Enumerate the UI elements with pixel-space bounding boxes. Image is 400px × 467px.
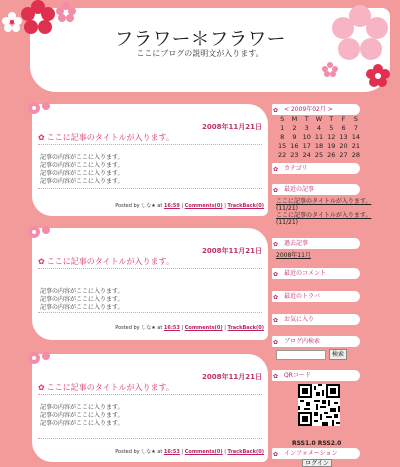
post-date: 2008年11月21日: [202, 373, 262, 381]
blog-post: [32, 354, 268, 462]
flower-bullet-icon: ✿: [273, 317, 279, 324]
recent-post-link[interactable]: ここに記事のタイトルが入ります。: [276, 212, 372, 219]
post-date: 2008年11月21日: [202, 247, 262, 255]
sidebar-heading-qr: ✿ QRコード: [272, 370, 360, 381]
divider: [38, 188, 262, 189]
calendar-week: 15 16 17 18 19 20 21: [278, 141, 360, 150]
archive-link[interactable]: 2008年11月: [276, 252, 311, 259]
sidebar-heading-category: ✿ カテゴリ: [272, 163, 360, 174]
flower-decoration-icon: [24, 348, 58, 370]
post-time-link[interactable]: 16:59: [163, 203, 180, 209]
flower-bullet-icon: ✿: [273, 187, 279, 194]
flower-bullet-icon: ✿: [273, 107, 279, 114]
calendar: [276, 114, 362, 159]
flower-bullet-icon: ✿: [273, 451, 279, 458]
post-body: 記事の内容がここに入ります。 記事の内容がここに入ります。 記事の内容がここに入ります。: [40, 288, 124, 311]
calendar-week: 22 23 24 25 26 27 28: [278, 150, 360, 159]
rss1-link[interactable]: RSS1.0: [292, 440, 316, 447]
post-date: 2008年11月21日: [202, 123, 262, 131]
flower-bullet-icon: ✿: [273, 373, 279, 380]
recent-posts-list: ここに記事のタイトルが入ります。 (11/21) ここに記事のタイトルが入ります。 (11/21): [276, 198, 372, 226]
trackback-link[interactable]: TrackBack(0): [227, 325, 264, 331]
flower-bullet-icon: ✿: [273, 166, 279, 173]
sidebar-heading-blog-search: ✿ ブログ内検索: [272, 336, 360, 347]
qr-code-icon: [298, 384, 340, 426]
rss2-link[interactable]: RSS2.0: [317, 440, 342, 447]
calendar-prev[interactable]: <: [284, 106, 290, 113]
divider: [38, 438, 262, 439]
login-button[interactable]: ログイン: [302, 459, 332, 467]
comments-link[interactable]: Comments(0): [184, 449, 223, 455]
post-time-link[interactable]: 16:53: [163, 325, 180, 331]
trackback-link[interactable]: TrackBack(0): [227, 449, 264, 455]
calendar-week: 8 9 10 11 12 13 14: [280, 132, 360, 141]
blog-post: [32, 228, 268, 340]
flower-bullet-icon: ✿: [273, 271, 279, 278]
calendar-month: 2009年02月: [290, 106, 326, 113]
trackback-link[interactable]: TrackBack(0): [227, 203, 264, 209]
post-title[interactable]: ✿ ここに記事のタイトルが入ります。: [38, 257, 174, 266]
recent-post-link[interactable]: ここに記事のタイトルが入ります。: [276, 198, 372, 205]
sidebar-heading-recent-comments: ✿ 最近のコメント: [272, 268, 360, 279]
flower-decoration-icon: [24, 98, 58, 120]
post-time-link[interactable]: 16:53: [163, 449, 180, 455]
flower-bullet-icon: ✿: [273, 241, 279, 248]
post-footer: Posted by しな★ at 16:59 | Comments(0) | TrackBack(0): [115, 203, 264, 209]
post-body: 記事の内容がここに入ります。 記事の内容がここに入ります。 記事の内容がここに入ります。: [40, 404, 124, 427]
search-input[interactable]: [276, 350, 326, 360]
comments-link[interactable]: Comments(0): [184, 203, 223, 209]
sidebar-heading-recent-posts: ✿ 最近の記事: [272, 184, 360, 195]
post-body: 記事の内容がここに入ります。 記事の内容がここに入ります。 記事の内容がここに入ります。 記事の内容がここに入ります。: [40, 154, 124, 185]
blog-description: ここにブログの説明文が入ります。: [136, 49, 264, 58]
flower-bullet-icon: ✿: [38, 133, 45, 142]
blog-post: [32, 104, 268, 216]
blog-title[interactable]: フラワー＊フラワー: [114, 28, 286, 50]
comments-link[interactable]: Comments(0): [184, 325, 223, 331]
calendar-next[interactable]: >: [327, 106, 333, 113]
post-title[interactable]: ✿ ここに記事のタイトルが入ります。: [38, 383, 174, 392]
calendar-weekdays: S M T W T F S: [280, 114, 358, 123]
sidebar-heading-information: ✿ インフォメーション: [272, 448, 360, 459]
sidebar-heading-favorites: ✿ お気に入り: [272, 314, 360, 325]
flower-bullet-icon: ✿: [38, 257, 45, 266]
flower-bullet-icon: ✿: [273, 339, 279, 346]
flower-bullet-icon: ✿: [273, 294, 279, 301]
post-footer: Posted by しな★ at 16:53 | Comments(0) | TrackBack(0): [115, 449, 264, 455]
divider: [38, 268, 262, 269]
rss-links: [292, 440, 341, 447]
sidebar-heading-archives: ✿ 過去記事: [272, 238, 360, 249]
divider: [38, 144, 262, 145]
sidebar-heading-recent-trackbacks: ✿ 最近のトラバ: [272, 291, 360, 302]
calendar-week: 1 2 3 4 5 6 7: [280, 123, 358, 132]
archives-list: [276, 252, 311, 259]
flower-decoration-icon: [24, 222, 58, 244]
divider: [38, 312, 262, 313]
search-button[interactable]: 検索: [329, 349, 347, 360]
flower-bullet-icon: ✿: [38, 383, 45, 392]
post-title[interactable]: ✿ ここに記事のタイトルが入ります。: [38, 133, 174, 142]
post-footer: Posted by しな★ at 16:53 | Comments(0) | TrackBack(0): [115, 325, 264, 331]
divider: [38, 394, 262, 395]
